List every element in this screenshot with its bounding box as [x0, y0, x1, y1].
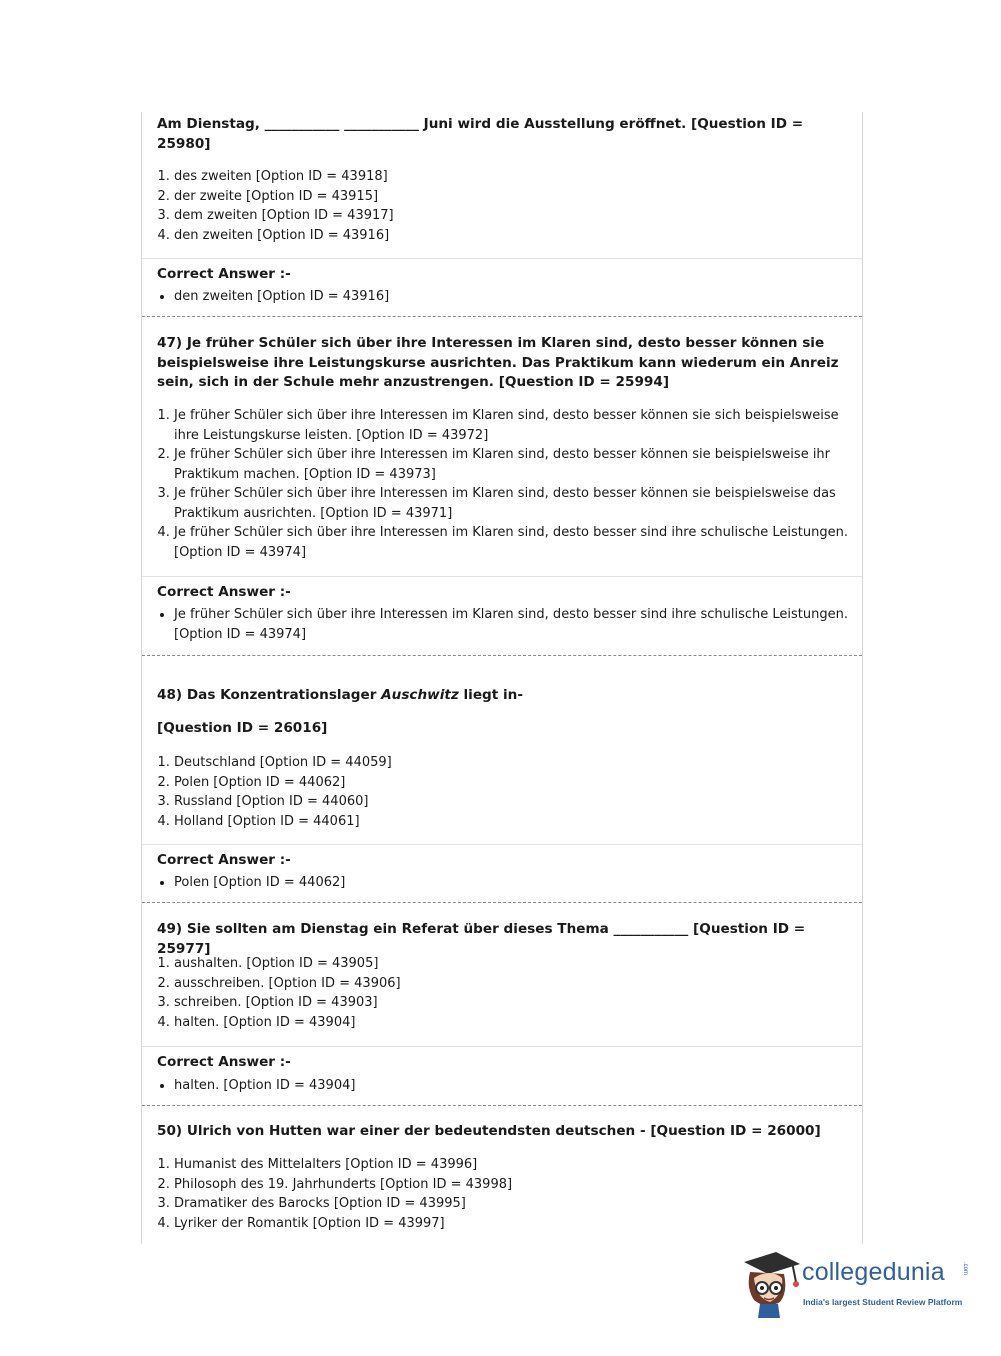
option-item: 3. Je früher Schüler sich über ihre Interessen im Klaren sind, desto besser können sie beispielsweise das Praktikum ausrichten. [Option ID = 43971] — [174, 484, 864, 523]
question-48-text-end: liegt in- — [458, 687, 523, 703]
option-item: 4. den zweiten [Option ID = 43916] — [174, 226, 864, 246]
option-item: 3. schreiben. [Option ID = 43903] — [174, 993, 864, 1013]
question-48-text — [157, 686, 847, 706]
question-46-options — [157, 167, 864, 245]
question-47-block — [142, 317, 862, 577]
question-48-italic-term: Auschwitz — [381, 687, 459, 703]
question-50-block — [142, 1106, 862, 1244]
option-item: 4. Je früher Schüler sich über ihre Interessen im Klaren sind, desto besser sind ihre schulische Leistungen. [Option ID = 43974] — [174, 523, 864, 562]
option-item: 3. Dramatiker des Barocks [Option ID = 43995] — [174, 1194, 864, 1214]
correct-answer-label: Correct Answer :- — [157, 1054, 291, 1070]
question-48-id: [Question ID = 26016] — [157, 720, 328, 736]
question-48-block — [142, 656, 862, 845]
question-46-text: Am Dienstag, ___________ ___________ Juni wird die Ausstellung eröffnet. [Question ID = 25980] — [157, 116, 804, 152]
option-item: 4. halten. [Option ID = 43904] — [174, 1013, 864, 1033]
option-item: 4. Holland [Option ID = 44061] — [174, 812, 864, 832]
correct-answer-label: Correct Answer :- — [157, 852, 291, 868]
collegedunia-logo — [740, 1248, 970, 1320]
option-item: 3. Russland [Option ID = 44060] — [174, 792, 864, 812]
answer-49-list — [157, 1076, 864, 1096]
option-item: 1. Deutschland [Option ID = 44059] — [174, 753, 864, 773]
question-50-text: 50) Ulrich von Hutten war einer der bedeutendsten deutschen - [Question ID = 26000] — [157, 1123, 821, 1139]
answer-49-block — [142, 1047, 862, 1106]
answer-item: • halten. [Option ID = 43904] — [174, 1076, 864, 1096]
logo-name: collegedunia — [802, 1258, 945, 1286]
option-item: 1. des zweiten [Option ID = 43918] — [174, 167, 864, 187]
question-47-options — [157, 406, 864, 562]
option-item: 2. Polen [Option ID = 44062] — [174, 773, 864, 793]
question-48-text-start: 48) Das Konzentrationslager — [157, 687, 382, 703]
mascot-icon — [740, 1248, 802, 1320]
answer-item: • den zweiten [Option ID = 43916] — [174, 287, 864, 307]
question-46-block — [142, 112, 862, 259]
logo-tagline: India's largest Student Review Platform — [803, 1297, 963, 1307]
answer-item: • Polen [Option ID = 44062] — [174, 873, 864, 893]
correct-answer-label: Correct Answer :- — [157, 584, 291, 600]
question-paper — [141, 112, 863, 1244]
question-49-block — [142, 903, 862, 1047]
option-item: 3. dem zweiten [Option ID = 43917] — [174, 206, 864, 226]
question-50-options — [157, 1155, 864, 1233]
answer-47-list — [157, 605, 864, 644]
option-item: 4. Lyriker der Romantik [Option ID = 43997] — [174, 1214, 864, 1234]
answer-48-list — [157, 873, 864, 893]
answer-46-list — [157, 287, 864, 307]
option-item: 2. ausschreiben. [Option ID = 43906] — [174, 974, 864, 994]
question-49-text: 49) Sie sollten am Dienstag ein Referat über dieses Thema ___________ [Question ID = 25977] — [157, 921, 806, 957]
question-49-options — [157, 954, 864, 1032]
question-47-text: 47) Je früher Schüler sich über ihre Interessen im Klaren sind, desto besser können sie beispielsweise ihre Leistungskurse ausrichten. Das Praktikum kann wiederum ein Anreiz sein, sich in der Schule mehr anzustrengen. [Question ID = 25994] — [157, 335, 839, 390]
answer-48-block — [142, 845, 862, 903]
answer-item: • Je früher Schüler sich über ihre Interessen im Klaren sind, desto besser sind ihre schulische Leistungen. [Option ID = 43974] — [174, 605, 864, 644]
option-item: 1. Humanist des Mittelalters [Option ID = 43996] — [174, 1155, 864, 1175]
logo-suffix: .com — [962, 1262, 968, 1276]
option-item: 2. der zweite [Option ID = 43915] — [174, 187, 864, 207]
correct-answer-label: Correct Answer :- — [157, 266, 291, 282]
option-item: 2. Philosoph des 19. Jahrhunderts [Option ID = 43998] — [174, 1175, 864, 1195]
answer-47-block — [142, 577, 862, 656]
answer-46-block — [142, 259, 862, 317]
option-item: 1. aushalten. [Option ID = 43905] — [174, 954, 864, 974]
option-item: 1. Je früher Schüler sich über ihre Interessen im Klaren sind, desto besser können sie sich beispielsweise ihre Leistungskurse leisten. [Option ID = 43972] — [174, 406, 864, 445]
question-48-options — [157, 753, 864, 831]
option-item: 2. Je früher Schüler sich über ihre Interessen im Klaren sind, desto besser können sie beispielsweise ihr Praktikum machen. [Option ID = 43973] — [174, 445, 864, 484]
